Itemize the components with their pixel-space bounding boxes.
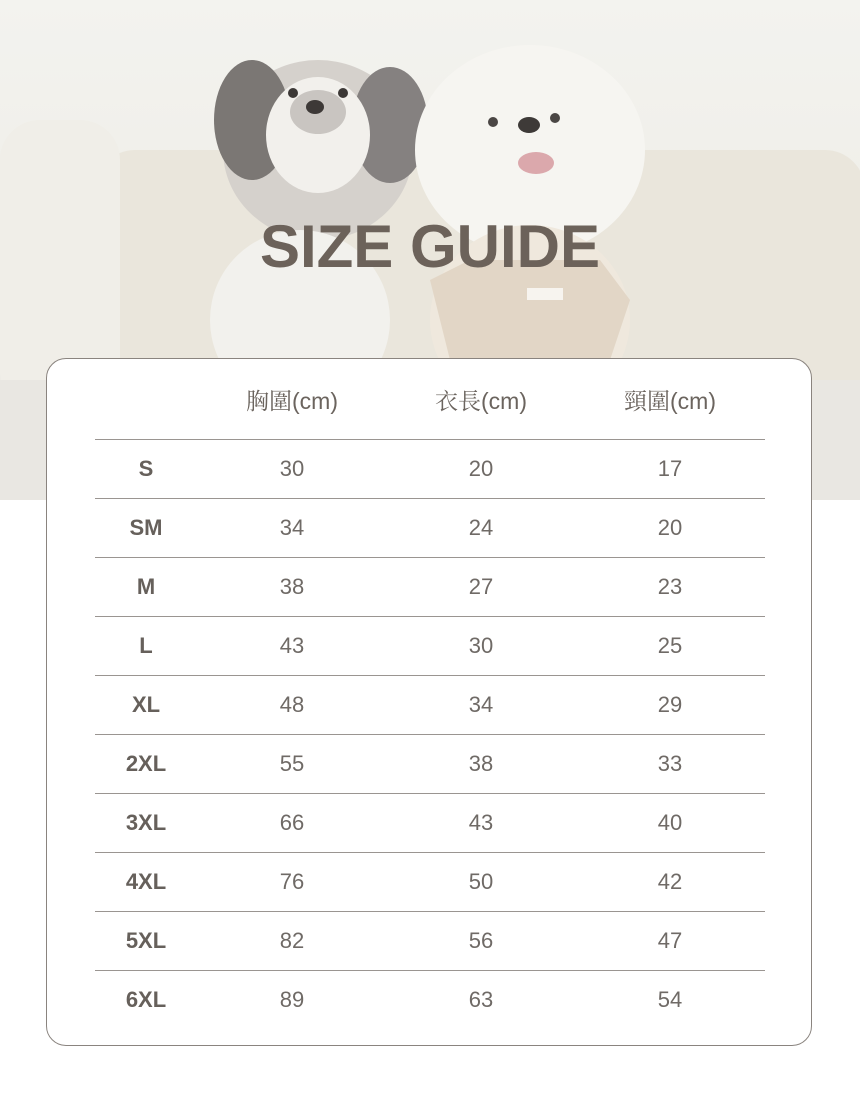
table-row — [95, 971, 765, 1030]
header-chest: 胸圍(cm) — [197, 359, 387, 440]
size-cell: M — [95, 558, 197, 617]
size-cell: XL — [95, 676, 197, 735]
chest-cell: 43 — [197, 617, 387, 676]
length-cell: 20 — [387, 440, 575, 499]
neck-cell: 17 — [575, 440, 765, 499]
neck-cell: 20 — [575, 499, 765, 558]
neck-cell: 25 — [575, 617, 765, 676]
table-header-row — [95, 359, 765, 440]
neck-cell: 40 — [575, 794, 765, 853]
table-row — [95, 440, 765, 499]
size-cell: 5XL — [95, 912, 197, 971]
length-cell: 56 — [387, 912, 575, 971]
header-neck: 頸圍(cm) — [575, 359, 765, 440]
size-guide-card — [46, 358, 812, 1046]
chest-cell: 55 — [197, 735, 387, 794]
size-cell: 2XL — [95, 735, 197, 794]
table-row — [95, 558, 765, 617]
chest-cell: 89 — [279, 987, 305, 1012]
table-row — [95, 912, 765, 971]
chest-cell: 34 — [197, 499, 387, 558]
length-cell: 34 — [387, 676, 575, 735]
length-cell: 30 — [387, 617, 575, 676]
length-cell: 24 — [387, 499, 575, 558]
length-cell: 43 — [387, 794, 575, 853]
size-cell: 3XL — [95, 794, 197, 853]
table-row — [95, 794, 765, 853]
size-cell: 6XL — [125, 987, 167, 1012]
neck-cell: 23 — [575, 558, 765, 617]
chest-cell: 38 — [197, 558, 387, 617]
length-cell: 50 — [387, 853, 575, 912]
size-table — [95, 359, 765, 1029]
header-length: 衣長(cm) — [387, 359, 575, 440]
neck-cell: 54 — [657, 987, 683, 1012]
table-row — [95, 853, 765, 912]
table-row — [95, 499, 765, 558]
neck-cell: 42 — [575, 853, 765, 912]
page-title: SIZE GUIDE — [259, 213, 601, 280]
neck-cell: 47 — [575, 912, 765, 971]
chest-cell: 82 — [197, 912, 387, 971]
chest-cell: 76 — [197, 853, 387, 912]
neck-cell: 33 — [575, 735, 765, 794]
chest-cell: 30 — [197, 440, 387, 499]
chest-cell: 66 — [197, 794, 387, 853]
size-cell: S — [95, 440, 197, 499]
length-cell: 38 — [387, 735, 575, 794]
length-cell: 27 — [387, 558, 575, 617]
size-cell: SM — [95, 499, 197, 558]
table-row — [95, 735, 765, 794]
length-cell: 63 — [468, 987, 494, 1012]
table-row — [95, 617, 765, 676]
header-size — [95, 359, 197, 440]
neck-cell: 29 — [575, 676, 765, 735]
size-cell: L — [95, 617, 197, 676]
chest-cell: 48 — [197, 676, 387, 735]
size-cell: 4XL — [95, 853, 197, 912]
table-row — [95, 676, 765, 735]
